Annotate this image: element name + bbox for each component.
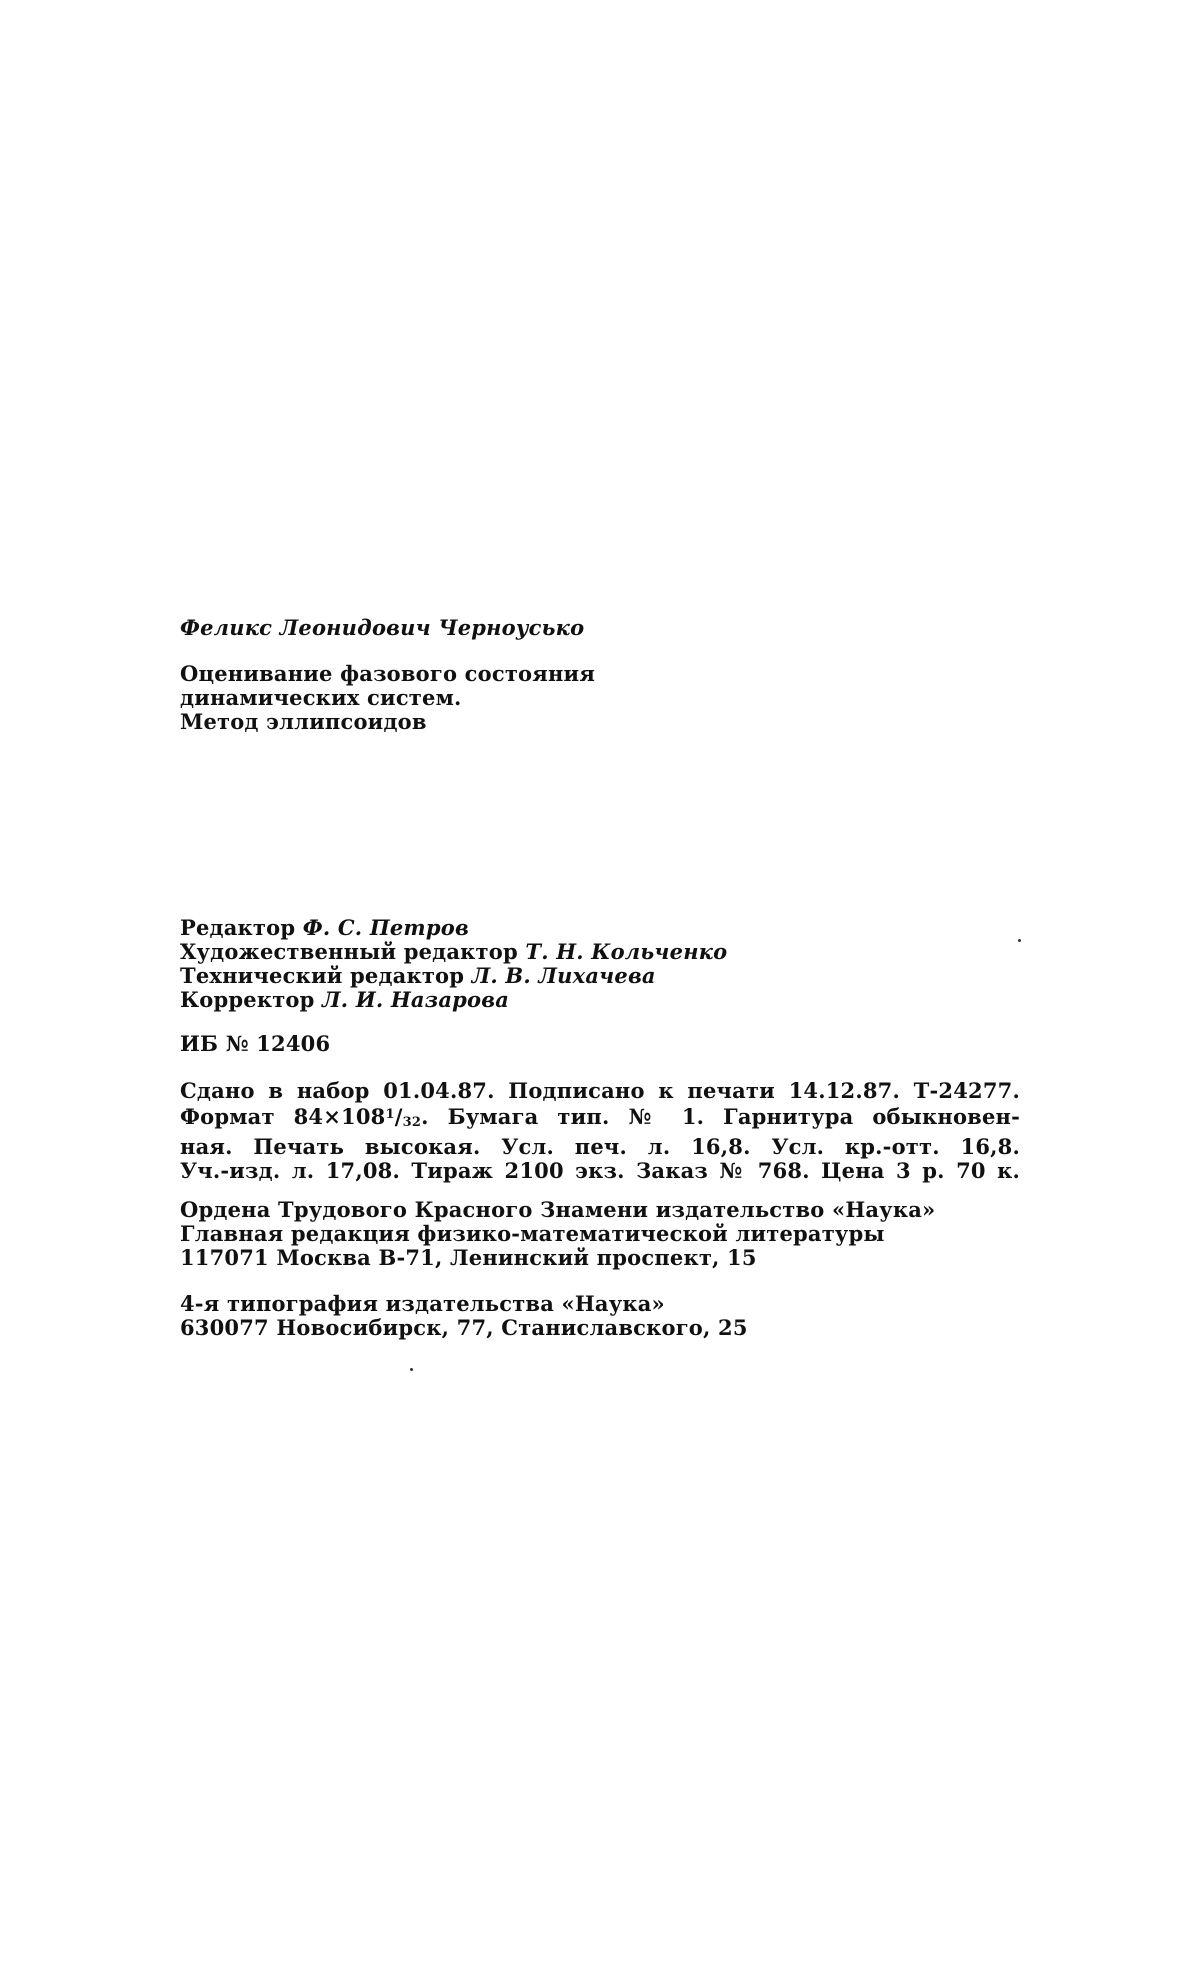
publisher-line-3: 117071 Москва В-71, Ленинский проспект, 15 <box>180 1245 757 1270</box>
tech-editor-name: Л. В. Лихачева <box>471 963 656 988</box>
format-text: Формат 84×108 <box>180 1104 386 1129</box>
author-block <box>180 616 1020 640</box>
editor-label: Редактор <box>180 915 296 940</box>
scan-speck <box>1018 939 1021 942</box>
art-editor-name: Т. Н. Кольченко <box>525 939 728 964</box>
printer-line-2: 630077 Новосибирск, 77, Станиславского, 25 <box>180 1315 748 1340</box>
author-name: Феликс Леонидович Черноусько <box>180 615 585 640</box>
book-title-line-3: Метод эллипсоидов <box>180 709 427 734</box>
printer-block <box>180 1292 1020 1340</box>
proofreader-credit <box>180 988 1020 1012</box>
imprint-block <box>180 1079 1020 1183</box>
ib-number: ИБ № 12406 <box>180 1031 331 1056</box>
proofreader-label: Корректор <box>180 987 315 1012</box>
imprint-line-4: Уч.-изд. л. 17,08. Тираж 2100 экз. Заказ № 768. Цена 3 р. 70 к. <box>180 1158 1020 1183</box>
proofreader-name: Л. И. Назарова <box>322 987 510 1012</box>
imprint-line-3: ная. Печать высокая. Усл. печ. л. 16,8. Усл. кр.-отт. 16,8. <box>180 1134 1020 1159</box>
publisher-line-2: Главная редакция физико-математической литературы <box>180 1221 885 1246</box>
tech-editor-credit <box>180 964 1020 988</box>
format-fraction-denominator: 32 <box>402 1115 422 1130</box>
publisher-block <box>180 1198 1020 1270</box>
paper-text: . Бумага тип. № 1. Гарнитура обыкновен- <box>421 1104 1020 1129</box>
publisher-line-1: Ордена Трудового Красного Знамени издательство «Наука» <box>180 1197 936 1222</box>
book-title-line-1: Оценивание фазового состояния <box>180 661 596 686</box>
editor-name: Ф. С. Петров <box>302 915 469 940</box>
imprint-line-1: Сдано в набор 01.04.87. Подписано к печати 14.12.87. Т-24277. <box>180 1078 1020 1103</box>
scan-speck <box>410 1368 413 1371</box>
art-editor-credit <box>180 940 1020 964</box>
ib-number-block <box>180 1032 1020 1056</box>
editor-credit <box>180 916 1020 940</box>
format-fraction-numerator: 1 <box>385 1107 395 1122</box>
art-editor-label: Художественный редактор <box>180 939 518 964</box>
book-title-block <box>180 662 1020 734</box>
book-title-line-2: динамических систем. <box>180 685 462 710</box>
editorial-staff-block <box>180 916 1020 1012</box>
imprint-line-2: Формат $84\times 108^1/_{32}$. Бумага тип. № 1. Гарнитура обыкновен- <box>180 1104 1020 1130</box>
tech-editor-label: Технический редактор <box>180 963 465 988</box>
printer-line-1: 4-я типография издательства «Наука» <box>180 1291 665 1316</box>
